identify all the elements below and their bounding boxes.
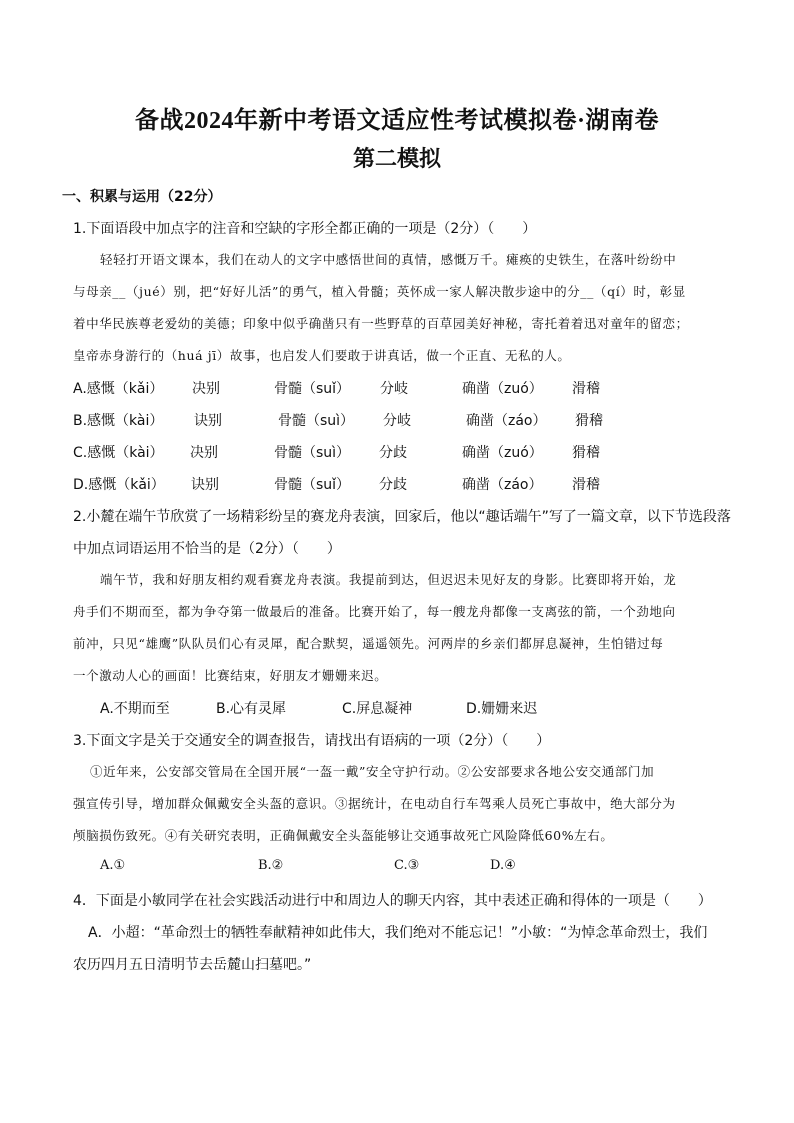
option-cell: 诀别 [191, 477, 219, 493]
option-cell: 确凿（záo） [466, 413, 547, 429]
option-cell: 确凿（záo） [462, 477, 543, 493]
option-cell: A.感慨（kǎi） [73, 381, 164, 397]
option-cell: 骨髓（suì） [278, 413, 355, 429]
q4-option-a-continued: 农历四月五日清明节去岳麓山扫墓吧。” [73, 957, 312, 973]
option-cell: 诀别 [194, 413, 222, 429]
q3-option-d[interactable]: D.④ [490, 858, 516, 873]
q2-option-d[interactable]: D.姗姗来迟 [466, 701, 538, 717]
q2-stem: 中加点词语运用不恰当的是（2分）（ ） [73, 541, 341, 557]
q3-passage-line: ①近年来，公安部交管局在全国开展“一盔一戴”安全守护行动。②公安部要求各地公安交通部门加 [90, 764, 655, 779]
option-cell: B.感慨（kài） [73, 413, 164, 429]
q4-stem: 4．下面是小敏同学在社会实践活动进行中和周边人的聊天内容，其中表述正确和得体的一项是（ ） [73, 893, 712, 909]
q3-stem: 3.下面文字是关于交通安全的调查报告，请找出有语病的一项（2分）（ ） [73, 733, 551, 749]
q2-passage-line: 一个激动人心的画面！比赛结束，好朋友才姗姗来迟。 [73, 668, 388, 683]
option-cell: 分岐 [383, 413, 411, 429]
option-cell: 确凿（zuó） [462, 381, 543, 397]
option-cell: 骨髓（suǐ） [274, 381, 351, 397]
option-cell: 滑稽 [572, 477, 600, 493]
option-cell: 分歧 [379, 445, 407, 461]
q1-passage-line: 与母亲__（jué）别，把“好好儿活”的勇气，植入骨髓；英怀成一家人解决散步途中的分__（qí）时，彰显 [73, 284, 686, 299]
option-cell: 骨髓（suǐ） [274, 477, 351, 493]
q1-passage-line: 皇帝赤身游行的（huá jī）故事，也启发人们要敢于讲真话，做一个正直、无私的人。 [73, 348, 571, 363]
q3-passage-line: 颅脑损伤致死。④有关研究表明，正确佩戴安全头盔能够让交通事故死亡风险降低60%左右。 [73, 828, 614, 843]
q1-stem: 1.下面语段中加点字的注音和空缺的字形全都正确的一项是（2分）（ ） [73, 221, 537, 237]
option-cell: 猾稽 [575, 413, 603, 429]
option-cell: 决别 [192, 381, 220, 397]
q2-passage-line: 端午节，我和好朋友相约观看赛龙舟表演。我提前到达，但迟迟未见好友的身影。比赛即将开始，龙 [100, 572, 677, 587]
q2-option-b[interactable]: B.心有灵犀 [216, 701, 287, 717]
option-cell: 分岐 [380, 381, 408, 397]
q2-passage-line: 前冲，只见“雄鹰”队队员们心有灵犀，配合默契，遥遥领先。河两岸的乡亲们都屏息凝神，生怕错过每 [73, 636, 664, 651]
option-cell: D.感慨（kǎi） [73, 477, 165, 493]
section-heading: 一、积累与运用（22分） [62, 189, 222, 205]
exam-subtitle: 第二模拟 [352, 146, 441, 171]
option-cell: 决别 [190, 445, 218, 461]
option-cell: 滑稽 [572, 381, 600, 397]
q2-stem: 2.小麓在端午节欣赏了一场精彩纷呈的赛龙舟表演，回家后，他以“趣话端午”写了一篇文章，以下节选段落 [73, 509, 731, 525]
q1-passage-line: 轻轻打开语文课本，我们在动人的文字中感悟世间的真情，感慨万千。瘫痪的史铁生，在落叶纷纷中 [100, 252, 677, 267]
q3-passage-line: 强宣传引导，增加群众佩戴安全头盔的意识。③据统计，在电动自行车驾乘人员死亡事故中，绝大部分为 [73, 796, 676, 811]
option-cell: C.感慨（kài） [73, 445, 164, 461]
q2-passage-line: 舟手们不期而至，都为争夺第一做最后的准备。比赛开始了，每一艘龙舟都像一支离弦的箭，一个劲地向 [73, 604, 676, 619]
q4-option-a[interactable]: A．小超：“革命烈士的牺牲奉献精神如此伟大，我们绝对不能忘记！”小敏：“为悼念革命烈士，我们 [88, 925, 708, 941]
option-cell: 猾稽 [572, 445, 600, 461]
option-cell: 分歧 [379, 477, 407, 493]
option-cell: 骨髓（suì） [274, 445, 351, 461]
q2-option-c[interactable]: C.屏息凝神 [342, 701, 413, 717]
q1-passage-line: 着中华民族尊老爱幼的美德；印象中似乎确凿只有一些野草的百草园美好神秘，寄托着着迅对童年的留恋； [73, 316, 689, 331]
q3-option-a[interactable]: A.① [100, 858, 126, 873]
q3-option-c[interactable]: C.③ [394, 858, 420, 873]
q2-option-a[interactable]: A.不期而至 [100, 701, 170, 717]
option-cell: 确凿（zuó） [462, 445, 543, 461]
exam-title: 备战2024年新中考语文适应性考试模拟卷·湖南卷 [134, 108, 659, 134]
q3-option-b[interactable]: B.② [258, 858, 284, 873]
